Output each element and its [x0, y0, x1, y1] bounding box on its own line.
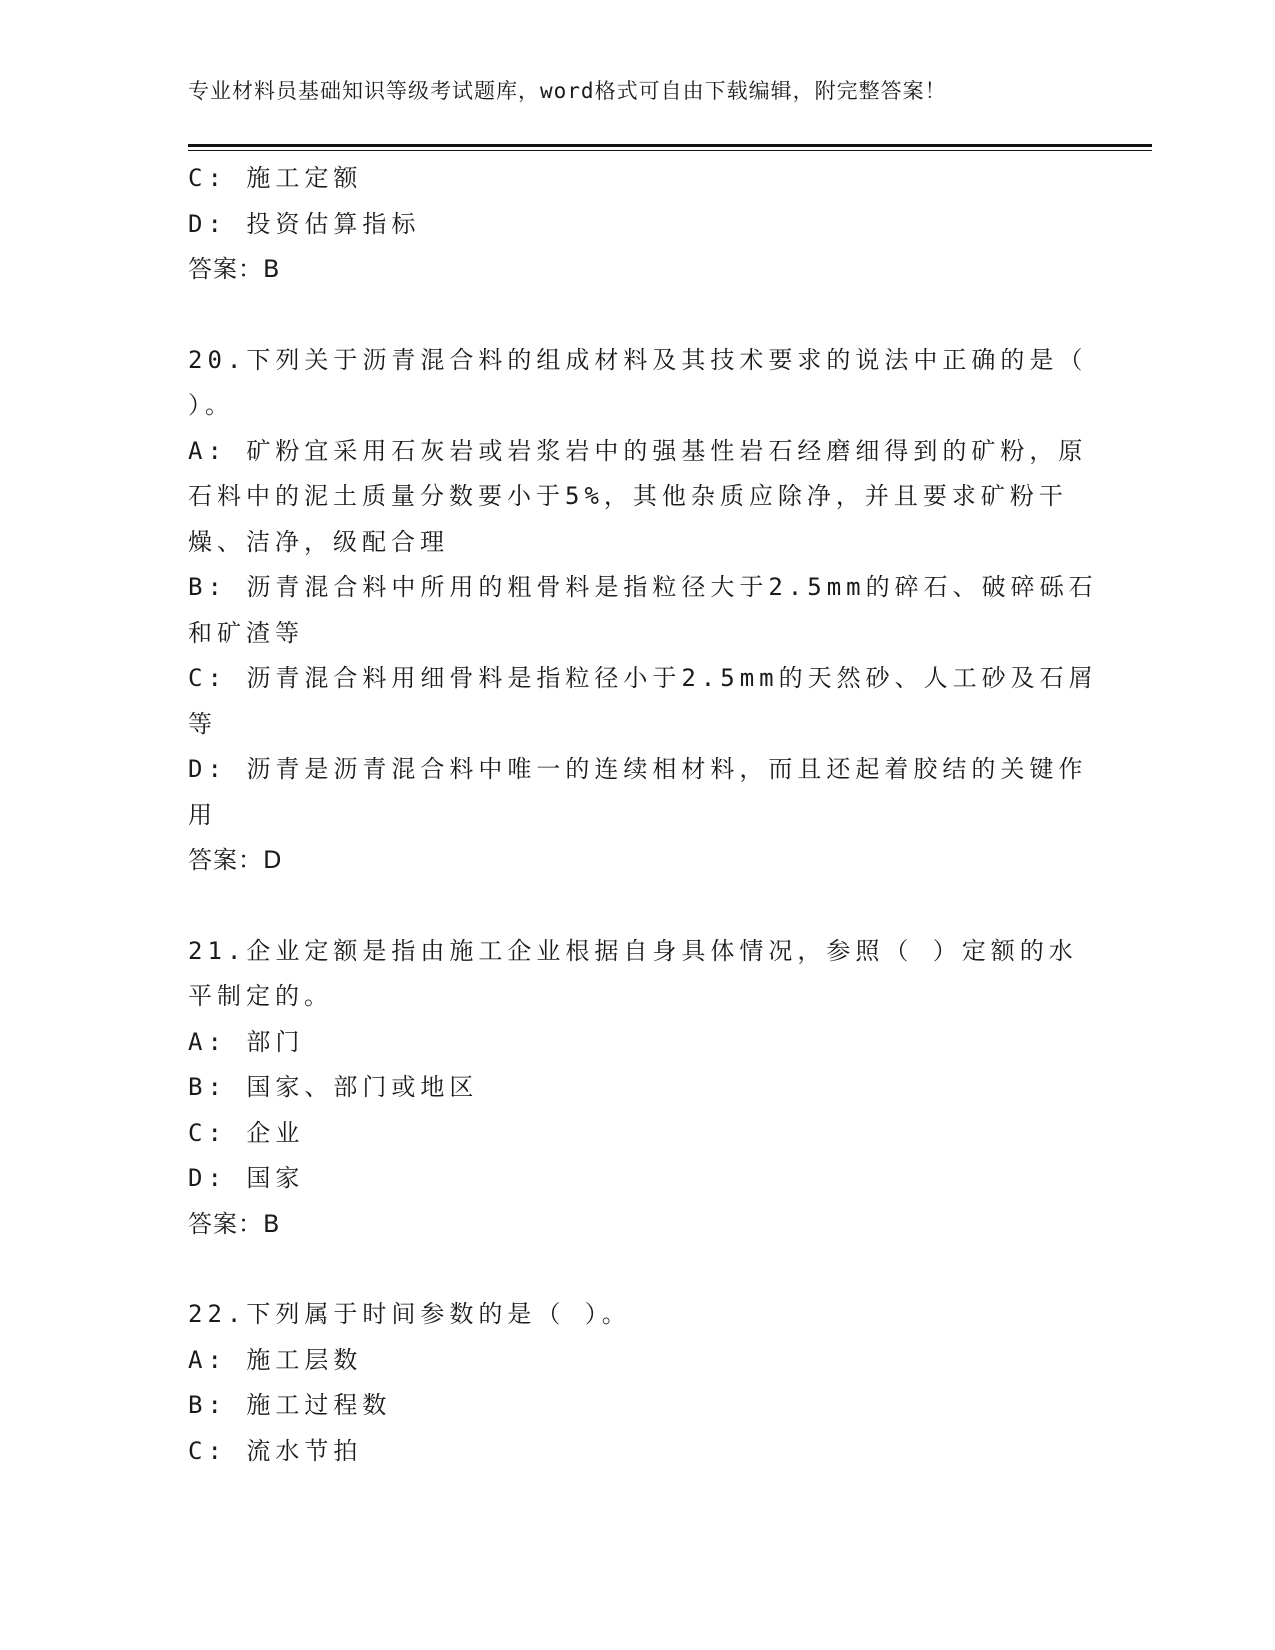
question-stem: 平制定的。 — [188, 982, 333, 1010]
question-content — [188, 156, 1098, 1474]
option-a-cont: 燥、洁净，级配合理 — [188, 527, 449, 556]
question-stem: 22.下列属于时间参数的是（ ）。 — [188, 1300, 631, 1328]
option-d: D: 投资估算指标 — [188, 209, 421, 238]
option-a: A: 施工层数 — [188, 1345, 363, 1374]
answer: 答案：B — [188, 255, 281, 283]
question-22 — [188, 1292, 1068, 1474]
prev-question — [188, 156, 1068, 293]
option-c: C: 沥青混合料用细骨料是指粒径小于2.5mm的天然砂、人工砂及石屑 — [188, 664, 1098, 692]
option-d-cont: 用 — [188, 800, 217, 829]
option-c: C: 流水节拍 — [188, 1436, 363, 1465]
spacer — [188, 293, 1068, 338]
option-c: C: 企业 — [188, 1118, 305, 1147]
option-a-cont: 石料中的泥土质量分数要小于5%，其他杂质应除净，并且要求矿粉干 — [188, 482, 1068, 510]
answer: 答案：B — [188, 1209, 281, 1238]
question-stem: 20.下列关于沥青混合料的组成材料及其技术要求的说法中正确的是（ — [188, 345, 1088, 374]
spacer — [188, 884, 1068, 929]
question-20 — [188, 338, 1098, 884]
option-b: B: 沥青混合料中所用的粗骨料是指粒径大于2.5mm的碎石、破碎砾石 — [188, 573, 1098, 601]
option-b: B: 国家、部门或地区 — [188, 1073, 479, 1101]
option-c-cont: 等 — [188, 709, 217, 738]
answer: 答案：D — [188, 846, 283, 874]
option-b: B: 施工过程数 — [188, 1391, 392, 1419]
document-header: 专业材料员基础知识等级考试题库，word格式可自由下载编辑，附完整答案！ — [188, 79, 947, 103]
header-rule-thin — [188, 150, 1152, 151]
option-a: A: 矿粉宜采用石灰岩或岩浆岩中的强基性岩石经磨细得到的矿粉，原 — [188, 436, 1088, 465]
option-d: D: 沥青是沥青混合料中唯一的连续相材料，而且还起着胶结的关键作 — [188, 755, 1088, 783]
option-b-cont: 和矿渣等 — [188, 618, 304, 647]
question-stem: ）。 — [188, 391, 234, 419]
option-c: C: 施工定额 — [188, 164, 363, 192]
spacer — [188, 1247, 1068, 1292]
question-stem: 21.企业定额是指由施工企业根据自身具体情况，参照（ ）定额的水 — [188, 936, 1078, 965]
option-a: A: 部门 — [188, 1027, 305, 1056]
option-d: D: 国家 — [188, 1164, 305, 1192]
header-rule-thick — [188, 144, 1152, 147]
question-21 — [188, 929, 1078, 1248]
